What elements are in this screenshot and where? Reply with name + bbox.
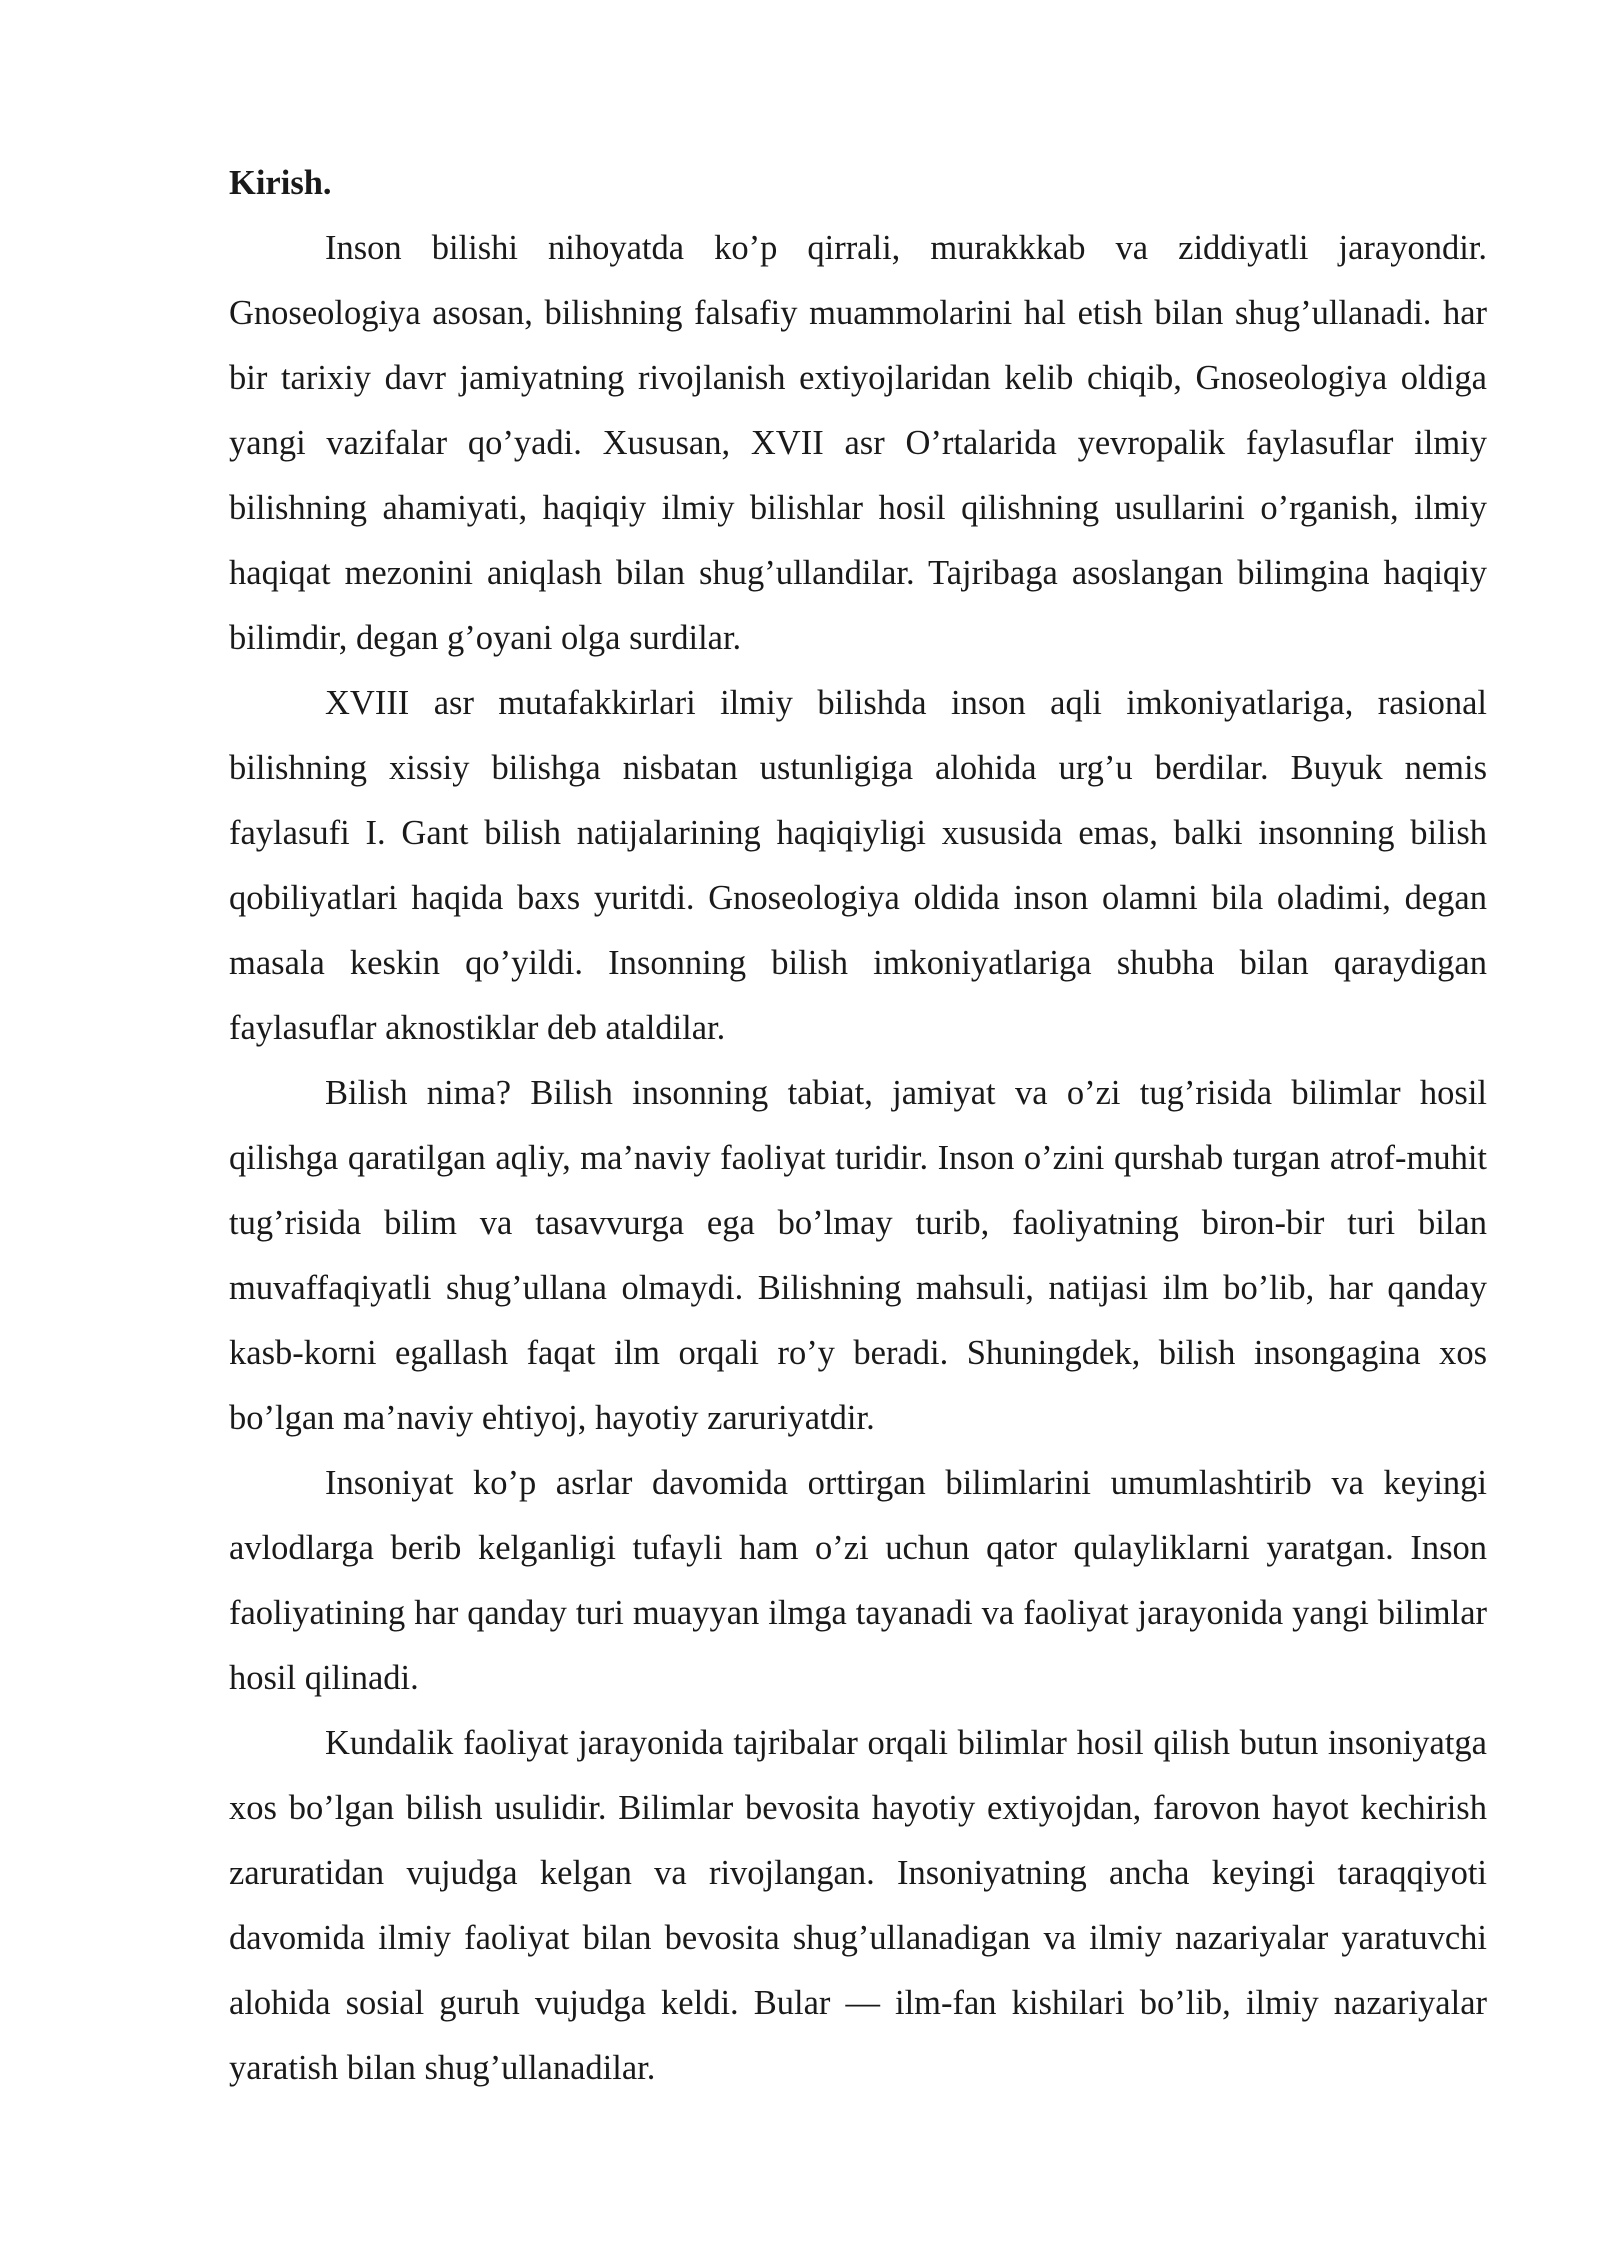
paragraph-1: Inson bilishi nihoyatda ko’p qirrali, murakkkab va ziddiyatli jarayondir. Gnoseologiya asosan, bilishning falsafiy muammolarini hal etish bilan shug’ullanadi. har bir tarixiy davr jamiyatning rivojlanish extiyojlaridan kelib chiqib, Gnoseologiya oldiga yangi vazifalar qo’yadi. Xususan, XVII asr O’rtalarida yevropalik faylasuflar ilmiy bilishning ahamiyati, haqiqiy ilmiy bilishlar hosil qilishning usullarini o’rganish, ilmiy haqiqat mezonini aniqlash bilan shug’ullandilar. Tajribaga asoslangan bilimgina haqiqiy bilimdir, degan g’oyani olga surdilar. [229, 229, 1487, 657]
document-body [229, 151, 1487, 2101]
paragraph-3: Bilish nima? Bilish insonning tabiat, jamiyat va o’zi tug’risida bilimlar hosil qilishga qaratilgan aqliy, ma’naviy faoliyat turidir. Inson o’zini qurshab turgan atrof-muhit tug’risida bilim va tasavvurga ega bo’lmay turib, faoliyatning biron-bir turi bilan muvaffaqiyatli shug’ullana olmaydi. Bilishning mahsuli, natijasi ilm bo’lib, har qanday kasb-korni egallash faqat ilm orqali ro’y beradi. Shuningdek, bilish insongagina xos bo’lgan ma’naviy ehtiyoj, hayotiy zaruriyatdir. [229, 1074, 1487, 1437]
paragraph-2: XVIII asr mutafakkirlari ilmiy bilishda inson aqli imkoniyatlariga, rasional bilishning xissiy bilishga nisbatan ustunligiga alohida urg’u berdilar. Buyuk nemis faylasufi I. Gant bilish natijalarining haqiqiyligi xususida emas, balki insonning bilish qobiliyatlari haqida baxs yuritdi. Gnoseologiya oldida inson olamni bila oladimi, degan masala keskin qo’yildi. Insonning bilish imkoniyatlariga shubha bilan qaraydigan faylasuflar aknostiklar deb ataldilar. [229, 684, 1487, 1047]
paragraph-4: Insoniyat ko’p asrlar davomida orttirgan bilimlarini umumlashtirib va keyingi avlodlarga berib kelganligi tufayli ham o’zi uchun qator qulayliklarni yaratgan. Inson faoliyatining har qanday turi muayyan ilmga tayanadi va faoliyat jarayonida yangi bilimlar hosil qilinadi. [229, 1464, 1487, 1697]
paragraph-5: Kundalik faoliyat jarayonida tajribalar orqali bilimlar hosil qilish butun insoniyatga xos bo’lgan bilish usulidir. Bilimlar bevosita hayotiy extiyojdan, farovon hayot kechirish zaruratidan vujudga kelgan va rivojlangan. Insoniyatning ancha keyingi taraqqiyoti davomida ilmiy faoliyat bilan bevosita shug’ullanadigan va ilmiy nazariyalar yaratuvchi alohida sosial guruh vujudga keldi. Bular — ilm-fan kishilari bo’lib, ilmiy nazariyalar yaratish bilan shug’ullanadilar. [229, 1724, 1487, 2087]
section-heading: Kirish. [229, 164, 332, 202]
